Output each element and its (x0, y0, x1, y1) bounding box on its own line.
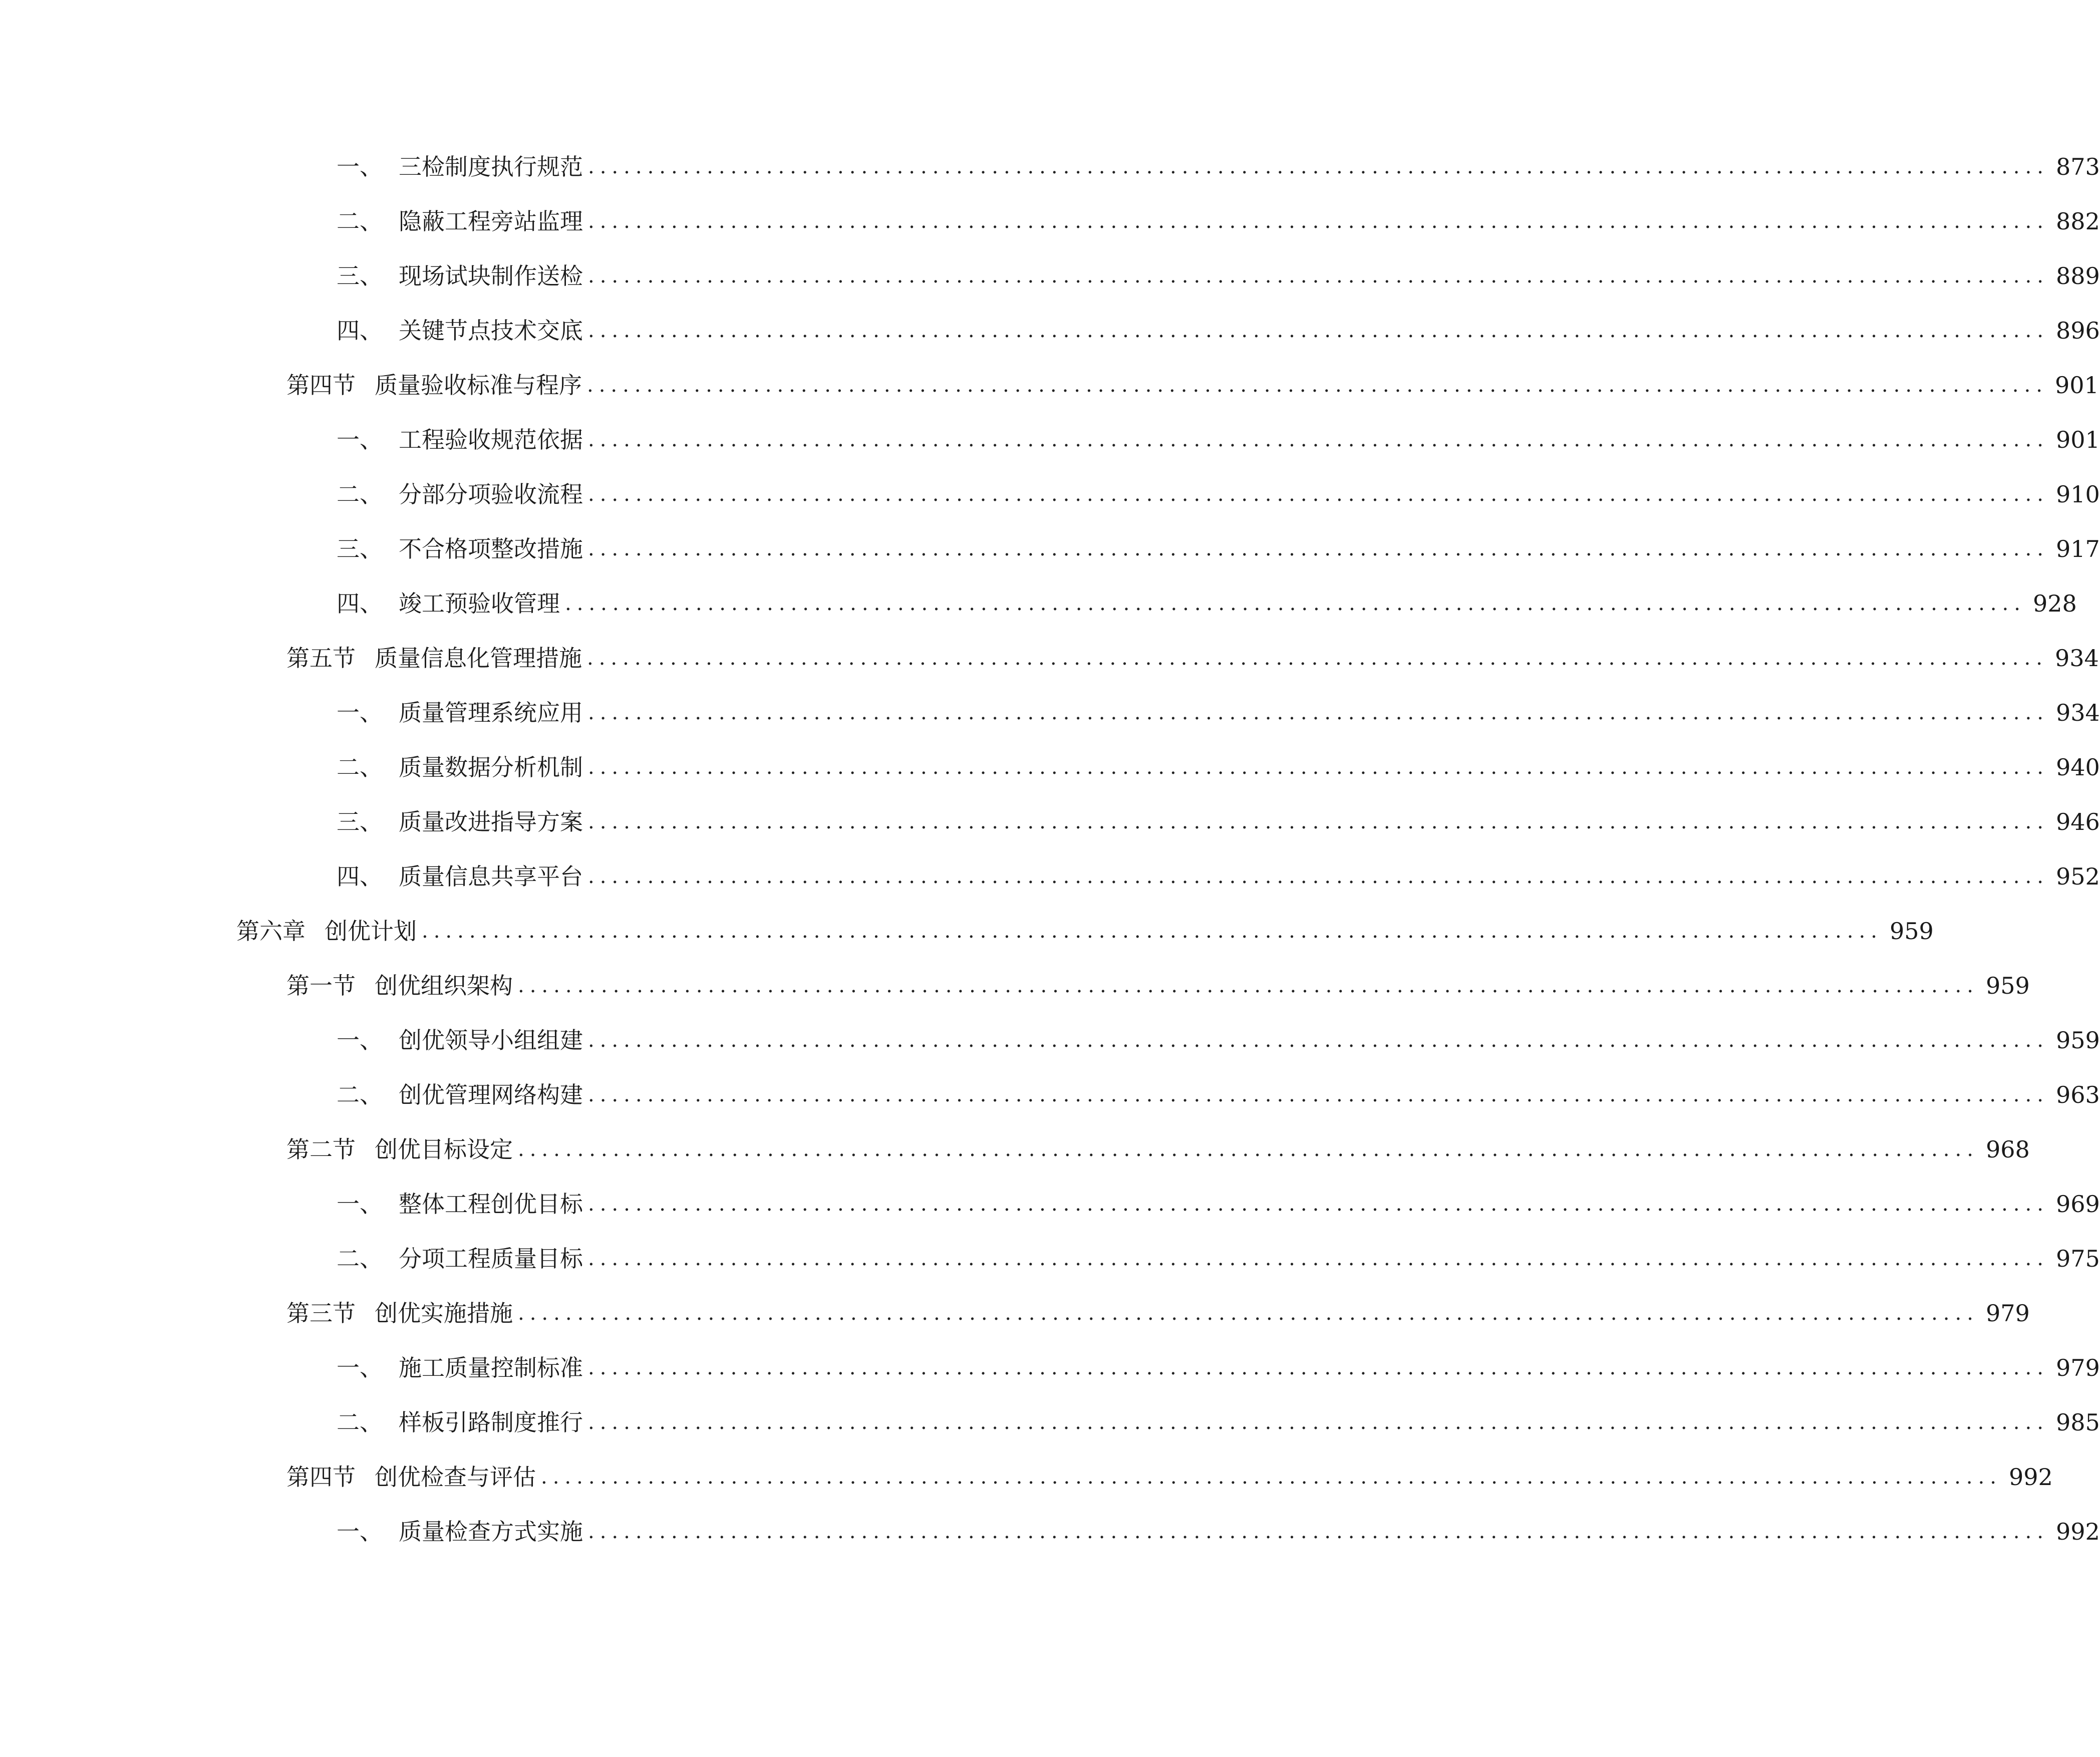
toc-entry-number: 一、 (337, 153, 383, 180)
toc-entry-page: 928 (2032, 590, 2077, 617)
toc-entry[interactable] (337, 1348, 2100, 1388)
toc-leader-dots: ........................................................................................................................... (588, 1411, 2049, 1434)
toc-entry-title: 创优领导小组组建 (399, 1027, 583, 1054)
toc-leader-dots: ........................................................................................................................... (588, 756, 2049, 779)
toc-entry-page: 969 (2055, 1191, 2100, 1218)
toc-entry-number: 二、 (337, 1409, 383, 1436)
toc-entry-number: 第一节 (286, 972, 356, 999)
toc-leader-dots: ........................................................................................................................... (541, 1466, 2002, 1489)
toc-entry-page: 992 (2008, 1463, 2053, 1491)
toc-entry-page: 979 (1985, 1300, 2030, 1327)
toc-entry-title: 创优管理网络构建 (399, 1081, 583, 1108)
toc-leader-dots: ........................................................................................................................... (588, 1029, 2049, 1052)
toc-entry-number: 一、 (337, 426, 383, 453)
toc-entry[interactable] (337, 1184, 2100, 1224)
toc-entry-title: 质量信息化管理措施 (375, 645, 582, 672)
toc-entry[interactable] (286, 966, 2030, 1006)
toc-entry-page: 917 (2055, 535, 2100, 562)
toc-entry[interactable] (337, 420, 2100, 460)
toc-entry[interactable] (286, 638, 2099, 678)
toc-entry-title: 分项工程质量目标 (399, 1245, 583, 1272)
toc-entry-title: 关键节点技术交底 (399, 317, 583, 344)
toc-entry-page: 940 (2055, 754, 2100, 781)
toc-entry[interactable] (337, 1020, 2100, 1060)
toc-entry-number: 一、 (337, 1191, 383, 1218)
toc-entry[interactable] (337, 693, 2100, 733)
toc-leader-dots: ........................................................................................................................... (588, 1083, 2049, 1106)
toc-entry-title: 现场试块制作送检 (399, 262, 583, 289)
toc-entry-number: 第六章 (236, 918, 306, 945)
toc-entry-number: 第三节 (286, 1300, 356, 1327)
toc-entry-page: 979 (2055, 1354, 2100, 1381)
toc-leader-dots: ........................................................................................................................... (588, 1247, 2049, 1270)
toc-entry-title: 质量验收标准与程序 (375, 372, 582, 399)
toc-entry-title: 分部分项验收流程 (399, 481, 583, 508)
toc-entry[interactable] (286, 1293, 2030, 1333)
toc-leader-dots: ........................................................................................................................... (518, 1302, 1979, 1325)
toc-entry[interactable] (337, 802, 2100, 842)
toc-leader-dots: ........................................................................................................................... (588, 483, 2049, 506)
toc-entry-title: 整体工程创优目标 (399, 1191, 583, 1218)
toc-entry-title: 三检制度执行规范 (399, 153, 583, 180)
toc-entry-number: 四、 (337, 863, 383, 890)
toc-entry-page: 952 (2055, 863, 2100, 890)
toc-leader-dots: ........................................................................................................................... (587, 647, 2048, 670)
toc-entry[interactable] (236, 911, 1934, 951)
toc-entry-page: 901 (2054, 372, 2099, 399)
toc-entry-title: 创优计划 (325, 918, 417, 945)
toc-entry-title: 质量信息共享平台 (399, 863, 583, 890)
toc-entry-title: 创优检查与评估 (375, 1463, 536, 1491)
toc-leader-dots: ........................................................................................................................... (588, 210, 2049, 233)
toc-entry[interactable] (337, 747, 2100, 787)
toc-entry-number: 一、 (337, 699, 383, 726)
toc-entry-title: 样板引路制度推行 (399, 1409, 583, 1436)
toc-leader-dots: ........................................................................................................................... (588, 701, 2049, 724)
toc-entry[interactable] (337, 256, 2100, 296)
toc-leader-dots: ........................................................................................................................... (588, 1193, 2049, 1216)
toc-entry-number: 一、 (337, 1354, 383, 1381)
toc-entry-title: 创优目标设定 (375, 1136, 513, 1163)
toc-entry[interactable] (337, 1239, 2100, 1279)
toc-entry-title: 竣工预验收管理 (399, 590, 560, 617)
toc-entry[interactable] (337, 583, 2077, 624)
toc-entry[interactable] (286, 1457, 2053, 1497)
toc-entry[interactable] (337, 201, 2100, 241)
toc-entry-page: 963 (2055, 1081, 2100, 1108)
toc-entry-number: 四、 (337, 317, 383, 344)
toc-entry[interactable] (337, 311, 2100, 351)
toc-entry[interactable] (337, 474, 2100, 514)
toc-entry-title: 质量检查方式实施 (399, 1518, 583, 1545)
toc-entry-number: 三、 (337, 808, 383, 835)
toc-entry-title: 隐蔽工程旁站监理 (399, 208, 583, 235)
toc-leader-dots: ........................................................................................................................... (588, 537, 2049, 560)
toc-entry-title: 质量改进指导方案 (399, 808, 583, 835)
toc-leader-dots: ........................................................................................................................... (588, 1520, 2049, 1543)
toc-entry-title: 质量数据分析机制 (399, 754, 583, 781)
toc-entry-number: 三、 (337, 535, 383, 562)
toc-entry-title: 创优实施措施 (375, 1300, 513, 1327)
toc-entry-page: 873 (2055, 153, 2100, 180)
toc-leader-dots: ........................................................................................................................... (565, 592, 2026, 615)
toc-entry[interactable] (337, 1402, 2100, 1442)
toc-entry-number: 二、 (337, 208, 383, 235)
toc-entry[interactable] (286, 365, 2099, 405)
toc-entry-page: 946 (2055, 808, 2100, 835)
toc-entry-page: 934 (2054, 645, 2099, 672)
toc-leader-dots: ........................................................................................................................... (588, 264, 2049, 287)
toc-entry-number: 二、 (337, 754, 383, 781)
toc-entry-number: 一、 (337, 1518, 383, 1545)
toc-entry-title: 工程验收规范依据 (399, 426, 583, 453)
toc-leader-dots: ........................................................................................................................... (518, 974, 1979, 997)
toc-entry-page: 896 (2055, 317, 2100, 344)
toc-entry-page: 910 (2055, 481, 2100, 508)
toc-entry[interactable] (337, 856, 2100, 897)
toc-entry[interactable] (337, 147, 2100, 187)
toc-entry-page: 959 (2055, 1027, 2100, 1054)
toc-leader-dots: ........................................................................................................................... (588, 155, 2049, 178)
toc-leader-dots: ........................................................................................................................... (587, 374, 2048, 397)
toc-entry[interactable] (337, 1512, 2100, 1552)
toc-entry-number: 第四节 (286, 1463, 356, 1491)
toc-leader-dots: ........................................................................................................................... (422, 920, 1883, 943)
toc-entry-page: 975 (2055, 1245, 2100, 1272)
toc-entry-title: 创优组织架构 (375, 972, 513, 999)
toc-leader-dots: ........................................................................................................................... (588, 1356, 2049, 1379)
toc-entry-title: 不合格项整改措施 (399, 535, 583, 562)
toc-entry-page: 959 (1985, 972, 2030, 999)
toc-entry-number: 第五节 (286, 645, 356, 672)
toc-entry-number: 三、 (337, 262, 383, 289)
toc-entry-number: 第二节 (286, 1136, 356, 1163)
toc-entry-page: 968 (1985, 1136, 2030, 1163)
toc-entry-page: 901 (2055, 426, 2100, 453)
toc-entry-page: 992 (2055, 1518, 2100, 1545)
toc-leader-dots: ........................................................................................................................... (588, 865, 2049, 888)
toc-entry-title: 施工质量控制标准 (399, 1354, 583, 1381)
toc-leader-dots: ........................................................................................................................... (518, 1138, 1979, 1161)
toc-leader-dots: ........................................................................................................................... (588, 428, 2049, 451)
toc-leader-dots: ........................................................................................................................... (588, 810, 2049, 833)
toc-entry[interactable] (337, 529, 2100, 569)
toc-entry-number: 二、 (337, 1081, 383, 1108)
toc-entry-number: 第四节 (286, 372, 356, 399)
toc-entry-page: 959 (1889, 918, 1934, 945)
toc-entry-page: 934 (2055, 699, 2100, 726)
toc-entry-page: 985 (2055, 1409, 2100, 1436)
toc-entry-number: 二、 (337, 1245, 383, 1272)
toc-leader-dots: ........................................................................................................................... (588, 319, 2049, 342)
toc-entry[interactable] (337, 1075, 2100, 1115)
toc-entry[interactable] (286, 1129, 2030, 1169)
toc-entry-page: 889 (2055, 262, 2100, 289)
toc-entry-number: 一、 (337, 1027, 383, 1054)
toc-entry-number: 四、 (337, 590, 383, 617)
toc-entry-number: 二、 (337, 481, 383, 508)
toc-entry-title: 质量管理系统应用 (399, 699, 583, 726)
toc-entry-page: 882 (2055, 208, 2100, 235)
